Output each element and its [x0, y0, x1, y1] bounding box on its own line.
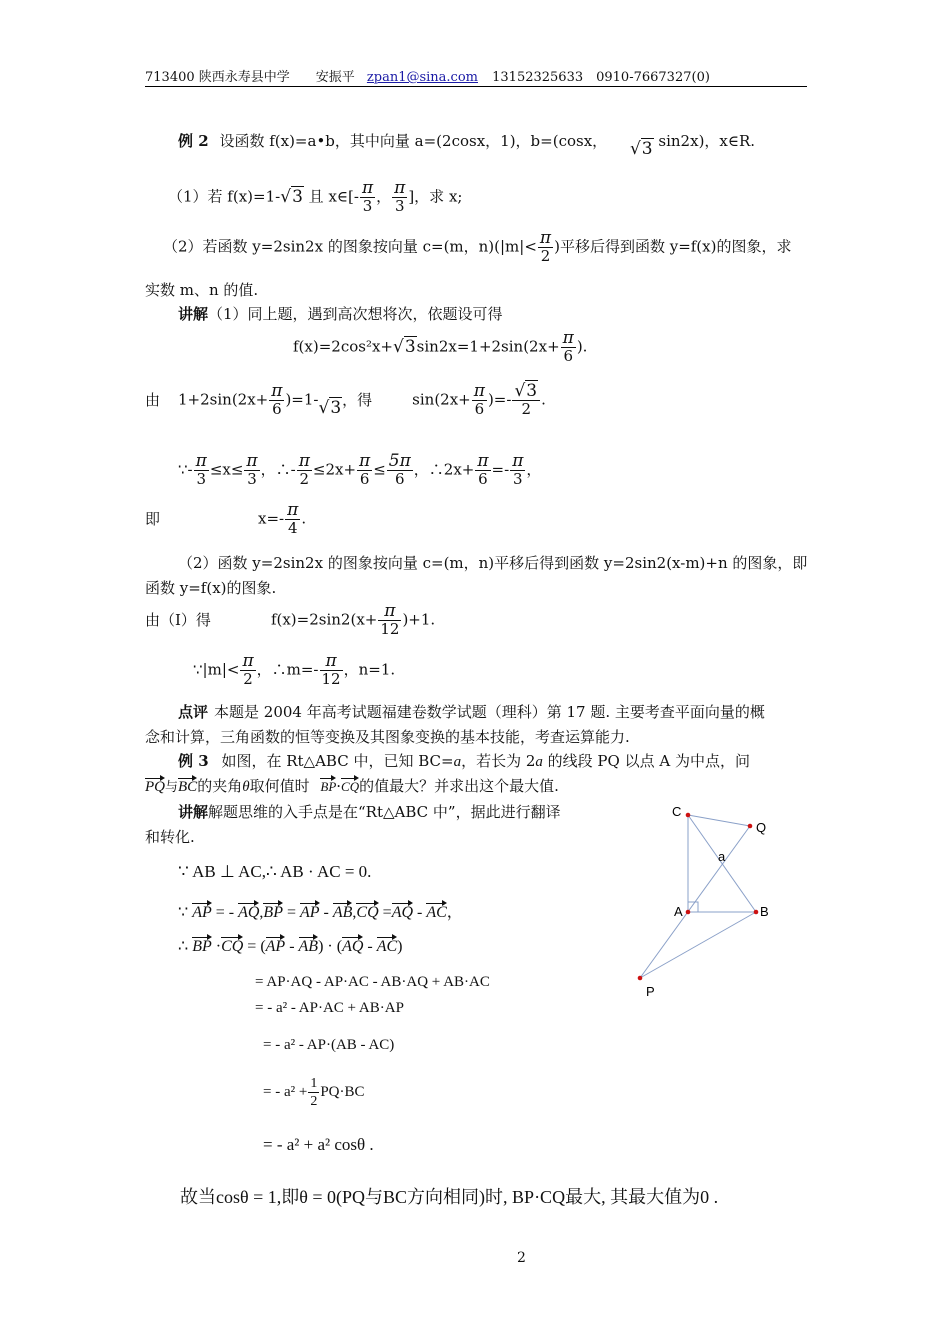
- example2-stem: 例 2 设函数 f(x)=a•b，其中向量 a=(2cosx，1)，b=(cosx， √3 sin2x)，x∈R.: [178, 132, 756, 159]
- label-A: A: [674, 904, 683, 919]
- math-line-6: = - a² - AP·(AB - AC): [263, 1037, 395, 1053]
- final-answer: 故当cosθ = 1,即θ = 0(PQ与BC方向相同)时, BP·CQ最大, 其最大值为0 .: [180, 1187, 719, 1207]
- label-C: C: [672, 804, 682, 819]
- header-email-link[interactable]: zpan1@sina.com: [366, 70, 478, 85]
- header-rule: [145, 86, 807, 87]
- math-line-4: = AP·AQ - AP·AC - AB·AQ + AB·AC: [255, 974, 490, 990]
- comment-line2: 念和计算，三角函数的恒等变换及其图象变换的基本技能，考查运算能力.: [145, 728, 630, 746]
- header-info: 713400 陕西永寿县中学 安振平: [145, 70, 355, 85]
- equation-4: 即 x=- $\frac{\pi}{4}$ .: [145, 500, 307, 537]
- part2-line1: （2）函数 y=2sin2x 的图象按向量 c=(m，n)平移后得到函数 y=2sin2(x-m)+n 的图象，即: [178, 554, 808, 572]
- math-line-7: = - a² + $\frac{1}{2}$ PQ·BC: [263, 1076, 365, 1109]
- segment-PB: [640, 912, 756, 978]
- triangle-figure: [620, 795, 800, 1005]
- example3-label: 例 3: [178, 752, 209, 770]
- math-line-5: = - a² - AP·AC + AB·AP: [255, 1000, 404, 1016]
- comment-label: 点评: [178, 703, 209, 721]
- point-C: [686, 813, 691, 818]
- segment-CQ: [688, 815, 750, 826]
- solution-label: 讲解: [178, 305, 209, 323]
- solution-label-3: 讲解: [178, 803, 209, 821]
- label-a: a: [718, 849, 726, 864]
- example3-solution-line1: 讲解解题思维的入手点是在“Rt△ABC 中”，据此进行翻译: [178, 803, 561, 821]
- equation-2: 由 1+2sin(2x+ $\frac{\pi}{6}$ )=1-√3，得 sin(2x+ $\frac{\pi}{6}$ )=- $\frac{√3}{2}$ .: [145, 381, 546, 418]
- header-phone: 13152325633 0910-7667327(0): [492, 70, 710, 85]
- equation-3: ∵- $\frac{\pi}{3}$ ≤x≤ $\frac{\pi}{3}$ ，∴- $\frac{\pi}{2}$ ≤2x+ $\frac{\pi}{6}$ ≤ $\frac{5\pi}{6}$ ，∴2x+ $\frac{\pi}{6}$ =- $\frac{\pi}{3}$ ，: [178, 451, 542, 488]
- sqrt-three: √3: [629, 139, 653, 159]
- page-header: [145, 66, 710, 85]
- example2-label: 例 2: [178, 132, 209, 150]
- part2-line2: 函数 y=f(x)的图象.: [145, 579, 277, 597]
- math-line-3: ∴ BP ·CQ = (AP - AB) · (AQ - AC): [178, 938, 403, 955]
- math-line-8: = - a² + a² cosθ .: [263, 1135, 374, 1154]
- page-number: 2: [517, 1250, 526, 1266]
- equation-5: 由（Ⅰ）得 f(x)=2sin2(x+ $\frac{\pi}{12}$ )+1.: [145, 601, 436, 638]
- example2-question2-cont: 实数 m、n 的值.: [145, 281, 259, 299]
- label-Q: Q: [756, 820, 767, 835]
- equation-1: f(x)=2cos²x+√3sin2x=1+2sin(2x+ $\frac{\pi}{6}$ ).: [293, 328, 588, 365]
- point-B: [754, 910, 759, 915]
- point-A: [686, 910, 691, 915]
- example3-line1: 例 3 如图，在 Rt△ABC 中，已知 BC=a，若长为 2a 的线段 PQ 以点 A 为中点，问: [178, 752, 750, 770]
- example2-question1: （1）若 f(x)=1-√3 且 x∈[- $\frac{\pi}{3}$ ， $\frac{\pi}{3}$ ]，求 x;: [168, 178, 463, 215]
- example3-solution-line2: 和转化.: [145, 828, 195, 846]
- math-line-1: ∵ AB ⊥ AC,∴ AB · AC = 0.: [178, 862, 372, 881]
- point-P: [638, 976, 643, 981]
- point-Q: [748, 824, 753, 829]
- label-B: B: [760, 904, 769, 919]
- equation-6: ∵|m|< $\frac{\pi}{2}$ ，∴m=- $\frac{\pi}{12}$ ，n=1.: [193, 651, 396, 688]
- example3-line2: PQ与BC的夹角θ取何值时 BP·CQ的值最大？并求出这个最大值.: [145, 777, 559, 795]
- comment-line1: 点评 本题是 2004 年高考试题福建卷数学试题（理科）第 17 题. 主要考查平面向量的概: [178, 703, 765, 721]
- label-P: P: [646, 984, 655, 999]
- example2-question2: （2）若函数 y=2sin2x 的图象按向量 c=(m，n)(|m|< $\frac{\pi}{2}$ )平移后得到函数 y=f(x)的图象，求: [163, 228, 792, 265]
- math-line-2: ∵ AP = - AQ,BP = AP - AB,CQ =AQ - AC，: [178, 904, 463, 921]
- example2-solution-intro: 讲解（1）同上题，遇到高次想将次，依题设可得: [178, 305, 503, 323]
